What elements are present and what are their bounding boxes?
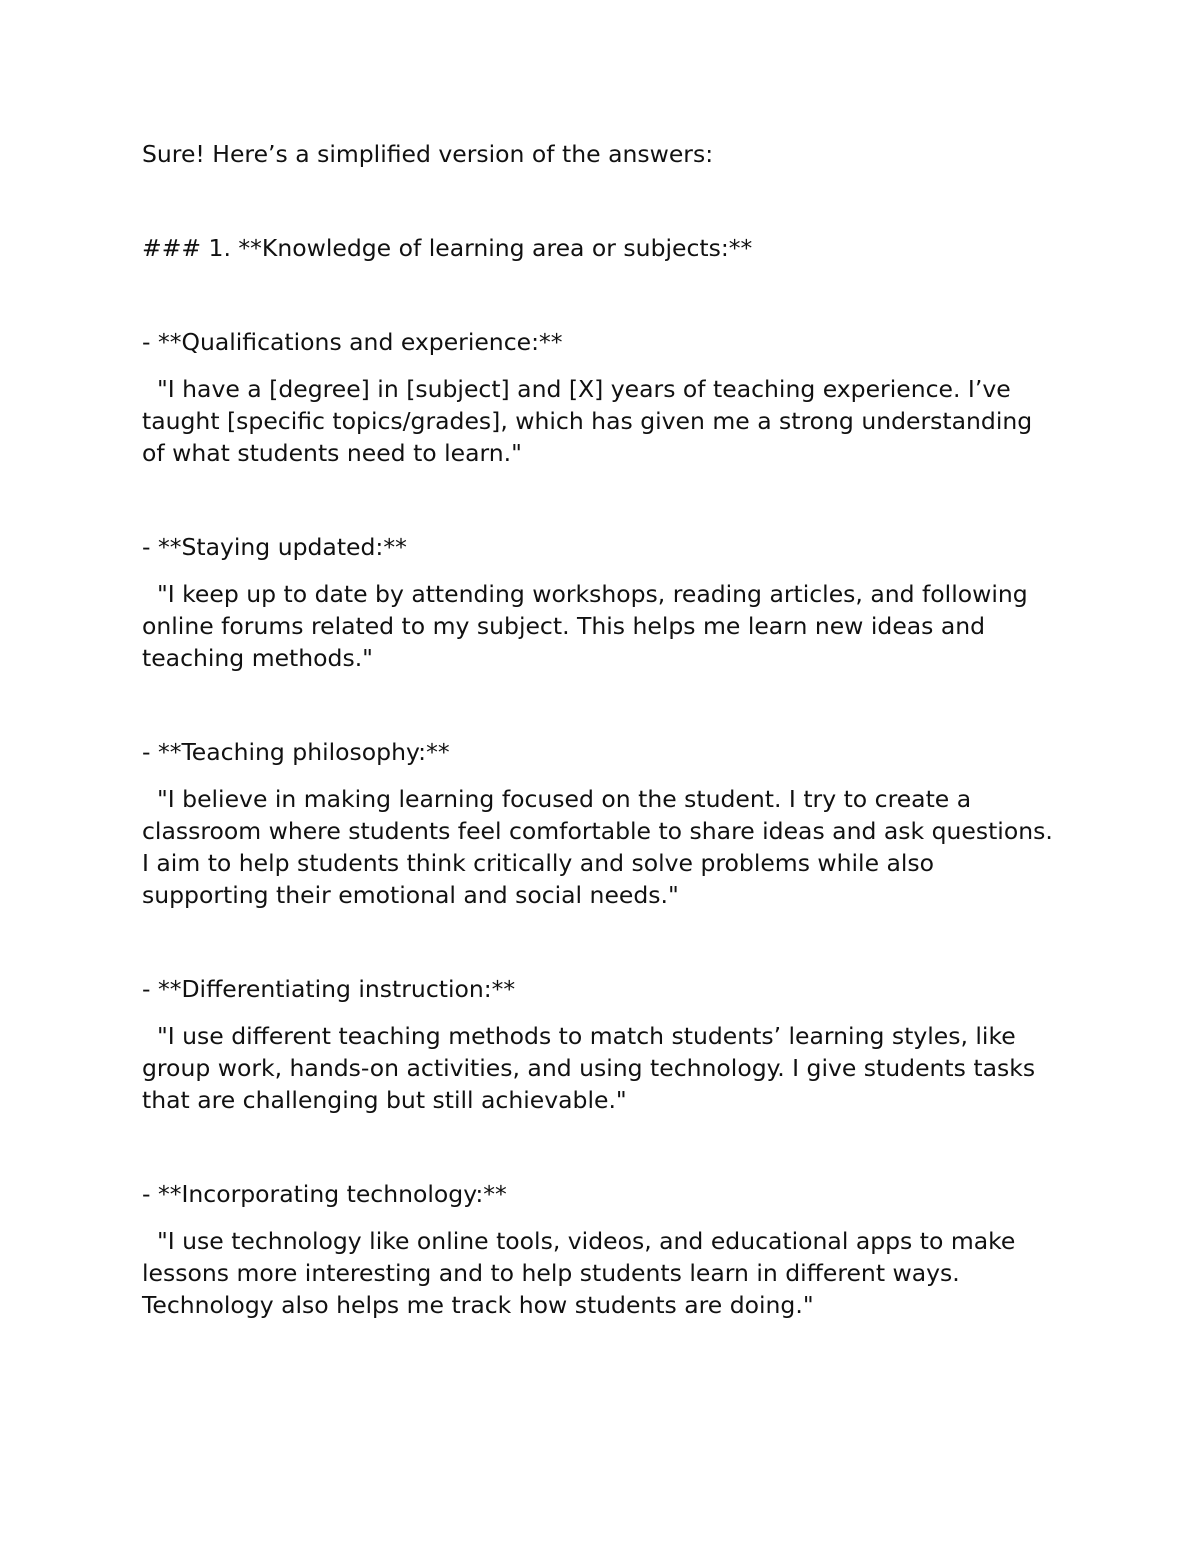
section-label: - **Qualifications and experience:**	[142, 328, 563, 356]
answer-line: classroom where students feel comfortable to share ideas and ask questions.	[142, 817, 1053, 845]
section-teaching-philosophy	[142, 736, 1072, 911]
section-qualifications	[142, 326, 1072, 469]
answer-line: "I believe in making learning focused on the student. I try to create a	[142, 785, 972, 813]
answer-line: "I use technology like online tools, videos, and educational apps to make	[142, 1227, 1016, 1255]
answer-line: I aim to help students think critically and solve problems while also	[142, 849, 935, 877]
section-label: - **Staying updated:**	[142, 533, 407, 561]
answer-line: that are challenging but still achievable."	[142, 1086, 627, 1114]
answer-line: taught [specific topics/grades], which has given me a strong understanding	[142, 407, 1033, 435]
answer-line: teaching methods."	[142, 644, 373, 672]
answer-line: of what students need to learn."	[142, 439, 522, 467]
answer-paragraph	[142, 578, 1072, 674]
answer-paragraph	[142, 1225, 1072, 1321]
section-differentiating-instruction	[142, 973, 1072, 1116]
answer-paragraph	[142, 1020, 1072, 1116]
answer-line: "I keep up to date by attending workshops, reading articles, and following	[142, 580, 1028, 608]
answer-line: Technology also helps me track how students are doing."	[142, 1291, 814, 1319]
intro-text: Sure! Here’s a simplified version of the answers:	[142, 140, 714, 168]
answer-line: supporting their emotional and social needs."	[142, 881, 679, 909]
answer-line: group work, hands-on activities, and using technology. I give students tasks	[142, 1054, 1036, 1082]
section-incorporating-technology	[142, 1178, 1072, 1321]
document-body	[142, 138, 1072, 1383]
answer-line: online forums related to my subject. This helps me learn new ideas and	[142, 612, 986, 640]
answer-line: "I have a [degree] in [subject] and [X] years of teaching experience. I’ve	[142, 375, 1011, 403]
section-label: - **Differentiating instruction:**	[142, 975, 516, 1003]
section-heading: ### 1. **Knowledge of learning area or subjects:**	[142, 234, 753, 262]
answer-paragraph	[142, 373, 1072, 469]
section-label: - **Teaching philosophy:**	[142, 738, 450, 766]
answer-line: lessons more interesting and to help students learn in different ways.	[142, 1259, 960, 1287]
section-label: - **Incorporating technology:**	[142, 1180, 507, 1208]
section-staying-updated	[142, 531, 1072, 674]
answer-line: "I use different teaching methods to match students’ learning styles, like	[142, 1022, 1016, 1050]
answer-paragraph	[142, 783, 1072, 911]
